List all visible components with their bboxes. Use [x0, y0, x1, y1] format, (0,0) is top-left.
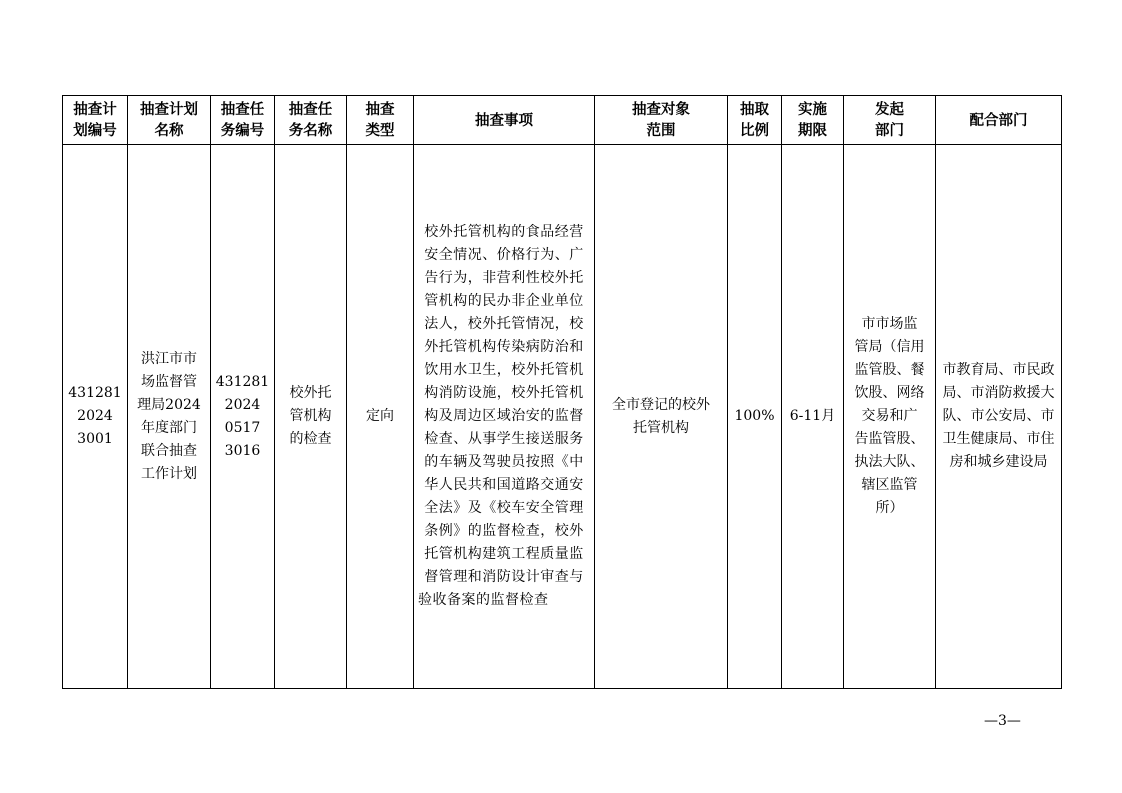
cell-initiating-dept: 市市场监 管局（信用 监管股、餐 饮股、网络 交易和广 告监管股、 执法大队、 辖区监管 所） [844, 145, 936, 689]
table-header-row [63, 96, 1062, 145]
cell-period: 6-11月 [782, 145, 844, 689]
cell-task-name: 校外托 管机构 的检查 [275, 145, 347, 689]
header-initiating-dept: 发起 部门 [844, 96, 936, 145]
header-plan-name: 抽查计划 名称 [128, 96, 211, 145]
table-row [63, 145, 1062, 689]
header-object-scope: 抽查对象 范围 [595, 96, 728, 145]
header-check-type: 抽查 类型 [347, 96, 414, 145]
header-task-number: 抽查任 务编号 [211, 96, 275, 145]
header-ratio: 抽取 比例 [728, 96, 782, 145]
header-period: 实施 期限 [782, 96, 844, 145]
cell-check-type: 定向 [347, 145, 414, 689]
header-cooperating-depts: 配合部门 [936, 96, 1062, 145]
header-task-name: 抽查任 务名称 [275, 96, 347, 145]
header-plan-number: 抽查计 划编号 [63, 96, 128, 145]
cell-ratio: 100% [728, 145, 782, 689]
cell-plan-number: 431281 2024 3001 [63, 145, 128, 689]
joint-inspection-plan-table [62, 95, 1062, 689]
cell-plan-name: 洪江市市 场监督管 理局2024 年度部门 联合抽查 工作计划 [128, 145, 211, 689]
cell-check-matters: 校外托管机构的食品经营安全情况、价格行为、广告行为，非营利性校外托管机构的民办非企业单位法人，校外托管情况，校外托管机构传染病防治和饮用水卫生，校外托管机构消防设施，校外托管机构及周边区域治安的监督检查、从事学生接送服务的车辆及驾驶员按照《中华人民共和国道路交通安全法》及《校车安全管理条例》的监督检查，校外托管机构建筑工程质量监督管理和消防设计审查与验收备案的监督检查 [414, 145, 595, 689]
cell-task-number: 431281 2024 0517 3016 [211, 145, 275, 689]
header-check-matters: 抽查事项 [414, 96, 595, 145]
page-number: —3— [984, 713, 1021, 729]
cell-object-scope: 全市登记的校外 托管机构 [595, 145, 728, 689]
cell-cooperating-depts: 市教育局、市民政 局、市消防救援大 队、市公安局、市 卫生健康局、市住 房和城乡建设局 [936, 145, 1062, 689]
